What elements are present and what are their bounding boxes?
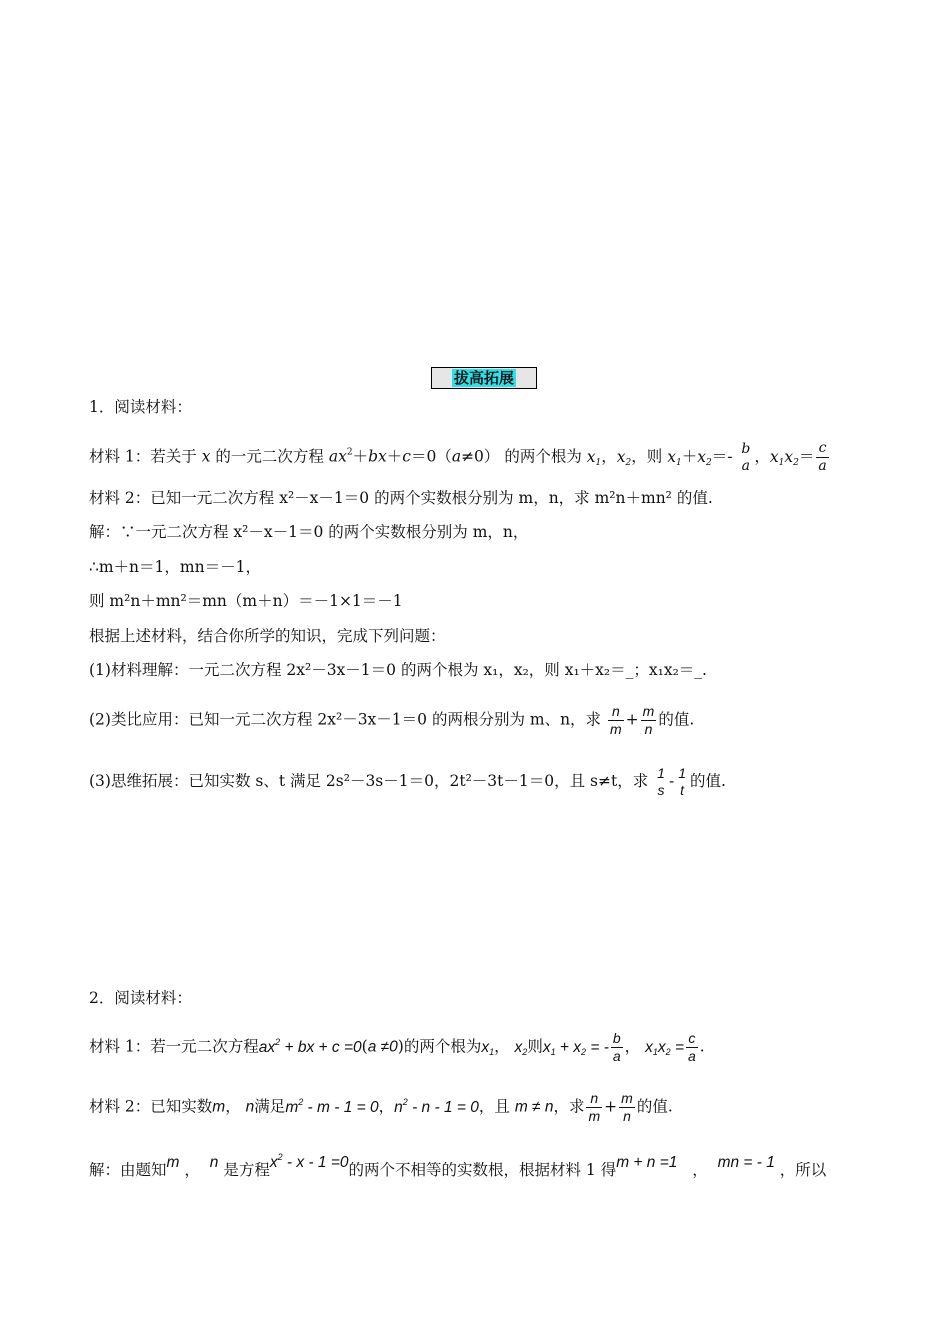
q1-task: 根据上述材料，结合你所学的知识，完成下列问题： [89, 627, 446, 645]
q1-material-2: 材料 2：已知一元二次方程 x²－x－1＝0 的两个实数根分别为 m，n，求 m²n＋mn² 的值. [89, 489, 713, 507]
fraction-n-over-m: $\frac{n}{m}$ [610, 703, 622, 737]
q1-solution-line-3: 则 m²n＋mn²＝mn（m＋n）＝－1×1＝－1 [89, 592, 403, 610]
q2-solution: 解：由题知m ， n 是方程$x^2 - x - 1 =0$的两个不相等的实数根，根据材料 1 得m + n =1 ， mn = - 1 ，所以 [89, 1152, 827, 1179]
q1-title: 1．阅读材料： [89, 398, 192, 416]
q2-material-1: 材料 1：若一元二次方程$ax^2$ + bx + c =0(a ≠0)的两个根为$x_1$， $x_2$则$x_1 + x_2$ = - $\frac{b}{a}$ ， $x_1x_2$ = $\frac{c}{a}$ . [89, 1030, 705, 1064]
q2-material-2: 材料 2：已知实数m， n满足$m^2 - m - 1 = 0$，$n^2 - n - 1 = 0$，且 m ≠ n，求 $\frac{n}{m}$ + $\frac{m}{n}$ 的值. [89, 1090, 673, 1124]
q1-solution-line-1: 解：∵一元二次方程 x²－x－1＝0 的两个实数根分别为 m，n， [89, 523, 529, 541]
q1-solution-line-2: ∴m＋n＝1，mn＝－1， [89, 558, 261, 576]
fraction-m-over-n: $\frac{m}{n}$ [642, 703, 655, 737]
fraction-1-over-s: 1 s [657, 765, 665, 798]
q2-fraction-m-over-n: $\frac{m}{n}$ [621, 1090, 633, 1124]
q2-fraction-c-over-a: $\frac{c}{a}$ [688, 1030, 696, 1064]
fraction-c-over-a: $\frac{c}{a}$ [818, 440, 827, 474]
q2-fraction-n-over-m: $\frac{n}{m}$ [588, 1090, 601, 1124]
section-heading: 拔高拓展 [431, 367, 537, 389]
fraction-1-over-t: 1 t [678, 765, 686, 798]
fraction-b-over-a: b a [741, 440, 751, 474]
q1-part-3: (3)思维拓展：已知实数 s、t 满足 2s²－3s－1＝0，2t²－3t－1＝0，且 s≠t，求 1 s - 1 t 的值. [89, 765, 726, 798]
q1-material-1: 材料 1：若关于 x 的一元二次方程 $ax^2+bx+c=0(a\ne 0)$ 的两个根为 $x_1$，$x_2$，则 $x_1+x_2=-$ b a ，$x_1x_2=$ $\frac{c}{a}$ [89, 440, 827, 474]
q1-part-1: (1)材料理解：一元二次方程 2x²－3x－1＝0 的两个根为 x₁，x₂，则 x₁＋x₂＝_；x₁x₂＝_. [89, 661, 707, 679]
q1-part-2: (2)类比应用：已知一元二次方程 2x²－3x－1＝0 的两根分别为 m、n，求 $\frac{n}{m}$ + $\frac{m}{n}$ 的值. [89, 703, 695, 737]
q2-fraction-b-over-a: $\frac{b}{a}$ [612, 1030, 621, 1064]
q2-title: 2．阅读材料： [89, 989, 192, 1007]
